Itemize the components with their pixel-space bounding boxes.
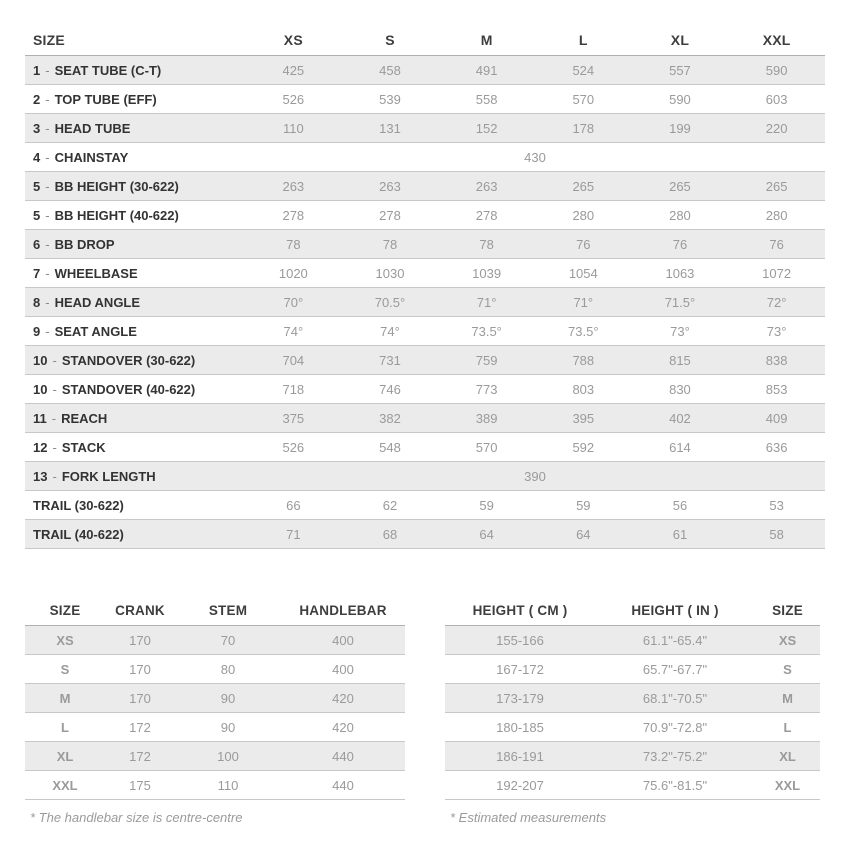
row-label-text: REACH [61, 410, 108, 426]
size-cell: XXL [755, 771, 820, 800]
table-row [25, 713, 405, 742]
geometry-value-cell: 1072 [728, 259, 825, 288]
geometry-table-head [25, 25, 825, 56]
geometry-value-cell: 76 [535, 230, 632, 259]
value-cell: 180-185 [445, 713, 595, 742]
geometry-row-label [25, 491, 245, 520]
components-table-body [25, 626, 405, 800]
column-header: HEIGHT ( IN ) [595, 595, 755, 626]
components-footnote: * The handlebar size is centre-centre [30, 810, 243, 825]
geometry-row-label [25, 288, 245, 317]
geometry-row-label [25, 172, 245, 201]
value-cell: 61.1"-65.4" [595, 626, 755, 655]
value-cell: 167-172 [445, 655, 595, 684]
geometry-value-cell: 280 [632, 201, 729, 230]
geometry-row [25, 172, 825, 201]
geometry-table [25, 25, 825, 549]
geometry-row [25, 201, 825, 230]
components-table-head [25, 595, 405, 626]
geometry-value-cell: 557 [632, 56, 729, 85]
geometry-value-cell: 265 [535, 172, 632, 201]
row-separator: - [52, 381, 57, 397]
table-row [25, 626, 405, 655]
size-cell: L [25, 713, 105, 742]
row-number: 10 [33, 352, 48, 368]
geometry-value-cell: 526 [245, 85, 342, 114]
row-label-text: STACK [61, 439, 106, 455]
bottom-tables [25, 595, 820, 825]
geometry-value-cell: 72° [728, 288, 825, 317]
geometry-row [25, 462, 825, 491]
value-cell: 173-179 [445, 684, 595, 713]
row-number: 2 [33, 91, 41, 107]
row-label-text: WHEELBASE [54, 265, 138, 281]
geometry-value-cell: 592 [535, 433, 632, 462]
geometry-value-cell: 73° [728, 317, 825, 346]
column-header: STEM [175, 595, 281, 626]
row-number: 13 [33, 468, 48, 484]
geometry-value-cell: 570 [438, 433, 535, 462]
geometry-value-cell: 62 [342, 491, 439, 520]
row-label-text: HEAD TUBE [54, 120, 131, 136]
geometry-row-label [25, 346, 245, 375]
geometry-row [25, 317, 825, 346]
geometry-row-label [25, 317, 245, 346]
geometry-value-cell: 491 [438, 56, 535, 85]
column-header: SIZE [25, 595, 105, 626]
geometry-value-cell: 74° [245, 317, 342, 346]
geometry-row [25, 114, 825, 143]
value-cell: 175 [105, 771, 175, 800]
geometry-value-cell: 178 [535, 114, 632, 143]
geometry-value-cell: 1039 [438, 259, 535, 288]
value-cell: 440 [281, 771, 405, 800]
geometry-table-body [25, 56, 825, 549]
geometry-value-cell: 73.5° [438, 317, 535, 346]
value-cell: 170 [105, 626, 175, 655]
row-number: 7 [33, 265, 41, 281]
geometry-value-cell: 131 [342, 114, 439, 143]
geometry-value-cell: 815 [632, 346, 729, 375]
row-label-text: CHAINSTAY [54, 149, 129, 165]
geometry-value-cell: 590 [728, 56, 825, 85]
table-row [25, 655, 405, 684]
row-label-text: SEAT TUBE (C-T) [54, 62, 162, 78]
geometry-column-header: SIZE [25, 25, 245, 56]
geometry-row [25, 433, 825, 462]
geometry-value-cell: 773 [438, 375, 535, 404]
value-cell: 100 [175, 742, 281, 771]
height-header-row [445, 595, 820, 626]
row-separator: - [52, 352, 57, 368]
geometry-value-cell: 71° [535, 288, 632, 317]
value-cell: 90 [175, 684, 281, 713]
geometry-value-cell: 788 [535, 346, 632, 375]
geometry-value-cell: 263 [245, 172, 342, 201]
table-row [25, 684, 405, 713]
geometry-span-value-cell: 430 [245, 143, 825, 172]
value-cell: 90 [175, 713, 281, 742]
geometry-value-cell: 731 [342, 346, 439, 375]
geometry-row-label [25, 404, 245, 433]
geometry-value-cell: 759 [438, 346, 535, 375]
row-separator: - [52, 439, 57, 455]
size-cell: S [755, 655, 820, 684]
geometry-value-cell: 278 [342, 201, 439, 230]
geometry-value-cell: 71.5° [632, 288, 729, 317]
table-row [445, 713, 820, 742]
size-cell: XXL [25, 771, 105, 800]
geometry-column-header: M [438, 25, 535, 56]
geometry-row-label [25, 230, 245, 259]
row-label-text: TRAIL (40-622) [33, 526, 124, 542]
table-row [25, 771, 405, 800]
row-separator: - [45, 294, 50, 310]
row-separator: - [45, 265, 50, 281]
geometry-value-cell: 1063 [632, 259, 729, 288]
geometry-value-cell: 265 [728, 172, 825, 201]
size-cell: M [755, 684, 820, 713]
row-number: 9 [33, 323, 41, 339]
table-row [445, 626, 820, 655]
geometry-row-label [25, 85, 245, 114]
row-label-text: BB HEIGHT (40-622) [54, 207, 179, 223]
geometry-value-cell: 76 [632, 230, 729, 259]
geometry-value-cell: 409 [728, 404, 825, 433]
row-separator: - [45, 149, 50, 165]
row-number: 12 [33, 439, 48, 455]
geometry-value-cell: 402 [632, 404, 729, 433]
geometry-value-cell: 803 [535, 375, 632, 404]
value-cell: 192-207 [445, 771, 595, 800]
table-row [445, 771, 820, 800]
row-separator: - [45, 236, 50, 252]
geometry-value-cell: 59 [535, 491, 632, 520]
geometry-value-cell: 110 [245, 114, 342, 143]
geometry-value-cell: 152 [438, 114, 535, 143]
geometry-value-cell: 425 [245, 56, 342, 85]
row-separator: - [45, 120, 50, 136]
value-cell: 420 [281, 713, 405, 742]
components-header-row [25, 595, 405, 626]
row-number: 6 [33, 236, 41, 252]
height-footnote: * Estimated measurements [450, 810, 607, 825]
geometry-row [25, 56, 825, 85]
value-cell: 400 [281, 655, 405, 684]
geometry-row-label [25, 143, 245, 172]
geometry-value-cell: 61 [632, 520, 729, 549]
geometry-row [25, 346, 825, 375]
row-label-text: STANDOVER (40-622) [61, 381, 196, 397]
geometry-value-cell: 78 [342, 230, 439, 259]
value-cell: 65.7"-67.7" [595, 655, 755, 684]
geometry-value-cell: 78 [438, 230, 535, 259]
geometry-value-cell: 265 [632, 172, 729, 201]
geometry-value-cell: 199 [632, 114, 729, 143]
value-cell: 420 [281, 684, 405, 713]
row-number: 11 [33, 410, 47, 426]
geometry-value-cell: 1020 [245, 259, 342, 288]
row-label-text: BB HEIGHT (30-622) [54, 178, 179, 194]
geometry-value-cell: 838 [728, 346, 825, 375]
size-cell: S [25, 655, 105, 684]
row-label-text: HEAD ANGLE [54, 294, 141, 310]
row-number: 8 [33, 294, 41, 310]
row-number: 1 [33, 62, 41, 78]
geometry-value-cell: 636 [728, 433, 825, 462]
geometry-value-cell: 73.5° [535, 317, 632, 346]
geometry-value-cell: 1054 [535, 259, 632, 288]
column-header: SIZE [755, 595, 820, 626]
column-header: HEIGHT ( CM ) [445, 595, 595, 626]
geometry-value-cell: 614 [632, 433, 729, 462]
geometry-value-cell: 74° [342, 317, 439, 346]
row-separator: - [45, 62, 50, 78]
geometry-value-cell: 70.5° [342, 288, 439, 317]
geometry-row-label [25, 375, 245, 404]
geometry-column-header: L [535, 25, 632, 56]
height-table-head [445, 595, 820, 626]
row-separator: - [52, 468, 57, 484]
column-header: CRANK [105, 595, 175, 626]
geometry-value-cell: 76 [728, 230, 825, 259]
geometry-row-label [25, 114, 245, 143]
value-cell: 440 [281, 742, 405, 771]
geometry-column-header: S [342, 25, 439, 56]
size-cell: L [755, 713, 820, 742]
row-separator: - [45, 91, 50, 107]
row-number: 4 [33, 149, 41, 165]
geometry-value-cell: 64 [535, 520, 632, 549]
value-cell: 80 [175, 655, 281, 684]
height-table-body [445, 626, 820, 800]
geometry-value-cell: 570 [535, 85, 632, 114]
geometry-value-cell: 558 [438, 85, 535, 114]
value-cell: 75.6"-81.5" [595, 771, 755, 800]
size-cell: M [25, 684, 105, 713]
table-row [25, 742, 405, 771]
row-label-text: FORK LENGTH [61, 468, 156, 484]
value-cell: 155-166 [445, 626, 595, 655]
geometry-row [25, 491, 825, 520]
geometry-value-cell: 718 [245, 375, 342, 404]
table-row [445, 742, 820, 771]
geometry-row [25, 230, 825, 259]
row-separator: - [51, 410, 57, 426]
geometry-value-cell: 704 [245, 346, 342, 375]
row-number: 5 [33, 178, 41, 194]
geometry-value-cell: 59 [438, 491, 535, 520]
geometry-row-label [25, 433, 245, 462]
value-cell: 400 [281, 626, 405, 655]
geometry-value-cell: 278 [438, 201, 535, 230]
geometry-row-label [25, 462, 245, 491]
row-separator: - [45, 207, 50, 223]
row-number: 3 [33, 120, 41, 136]
geometry-value-cell: 68 [342, 520, 439, 549]
value-cell: 70.9"-72.8" [595, 713, 755, 742]
geometry-value-cell: 280 [535, 201, 632, 230]
geometry-value-cell: 375 [245, 404, 342, 433]
row-separator: - [45, 323, 50, 339]
size-cell: XS [25, 626, 105, 655]
geometry-value-cell: 53 [728, 491, 825, 520]
geometry-column-header: XXL [728, 25, 825, 56]
value-cell: 70 [175, 626, 281, 655]
components-table [25, 595, 405, 800]
geometry-value-cell: 64 [438, 520, 535, 549]
geometry-value-cell: 524 [535, 56, 632, 85]
geometry-span-value-cell: 390 [245, 462, 825, 491]
geometry-value-cell: 263 [342, 172, 439, 201]
geometry-value-cell: 70° [245, 288, 342, 317]
geometry-value-cell: 382 [342, 404, 439, 433]
geometry-value-cell: 71° [438, 288, 535, 317]
components-section [25, 595, 405, 825]
geometry-value-cell: 548 [342, 433, 439, 462]
geometry-row [25, 259, 825, 288]
geometry-row-label [25, 520, 245, 549]
geometry-value-cell: 746 [342, 375, 439, 404]
geometry-header-row [25, 25, 825, 56]
geometry-value-cell: 56 [632, 491, 729, 520]
geometry-row [25, 85, 825, 114]
geometry-row [25, 404, 825, 433]
geometry-value-cell: 853 [728, 375, 825, 404]
size-cell: XL [25, 742, 105, 771]
column-header: HANDLEBAR [281, 595, 405, 626]
size-cell: XL [755, 742, 820, 771]
table-row [445, 684, 820, 713]
geometry-value-cell: 220 [728, 114, 825, 143]
geometry-column-header: XS [245, 25, 342, 56]
geometry-value-cell: 58 [728, 520, 825, 549]
geometry-row-label [25, 259, 245, 288]
geometry-value-cell: 78 [245, 230, 342, 259]
geometry-column-header: XL [632, 25, 729, 56]
geometry-value-cell: 71 [245, 520, 342, 549]
geometry-value-cell: 1030 [342, 259, 439, 288]
geometry-value-cell: 526 [245, 433, 342, 462]
value-cell: 73.2"-75.2" [595, 742, 755, 771]
geometry-value-cell: 603 [728, 85, 825, 114]
geometry-value-cell: 395 [535, 404, 632, 433]
row-number: 5 [33, 207, 41, 223]
row-number: 10 [33, 381, 48, 397]
row-separator: - [45, 178, 50, 194]
row-label-text: TRAIL (30-622) [33, 497, 124, 513]
row-label-text: BB DROP [54, 236, 115, 252]
value-cell: 172 [105, 742, 175, 771]
row-label-text: SEAT ANGLE [54, 323, 137, 339]
geometry-row-label [25, 56, 245, 85]
geometry-value-cell: 280 [728, 201, 825, 230]
value-cell: 170 [105, 655, 175, 684]
geometry-value-cell: 590 [632, 85, 729, 114]
geometry-row [25, 520, 825, 549]
table-row [445, 655, 820, 684]
geometry-row [25, 143, 825, 172]
geometry-value-cell: 278 [245, 201, 342, 230]
geometry-value-cell: 830 [632, 375, 729, 404]
row-label-text: TOP TUBE (EFF) [54, 91, 157, 107]
geometry-value-cell: 263 [438, 172, 535, 201]
geometry-value-cell: 66 [245, 491, 342, 520]
value-cell: 172 [105, 713, 175, 742]
value-cell: 170 [105, 684, 175, 713]
geometry-value-cell: 73° [632, 317, 729, 346]
geometry-row-label [25, 201, 245, 230]
geometry-row [25, 375, 825, 404]
size-cell: XS [755, 626, 820, 655]
height-section [445, 595, 820, 825]
geometry-value-cell: 539 [342, 85, 439, 114]
geometry-row [25, 288, 825, 317]
value-cell: 186-191 [445, 742, 595, 771]
row-label-text: STANDOVER (30-622) [61, 352, 196, 368]
geometry-value-cell: 458 [342, 56, 439, 85]
height-table [445, 595, 820, 800]
geometry-value-cell: 389 [438, 404, 535, 433]
value-cell: 110 [175, 771, 281, 800]
value-cell: 68.1"-70.5" [595, 684, 755, 713]
